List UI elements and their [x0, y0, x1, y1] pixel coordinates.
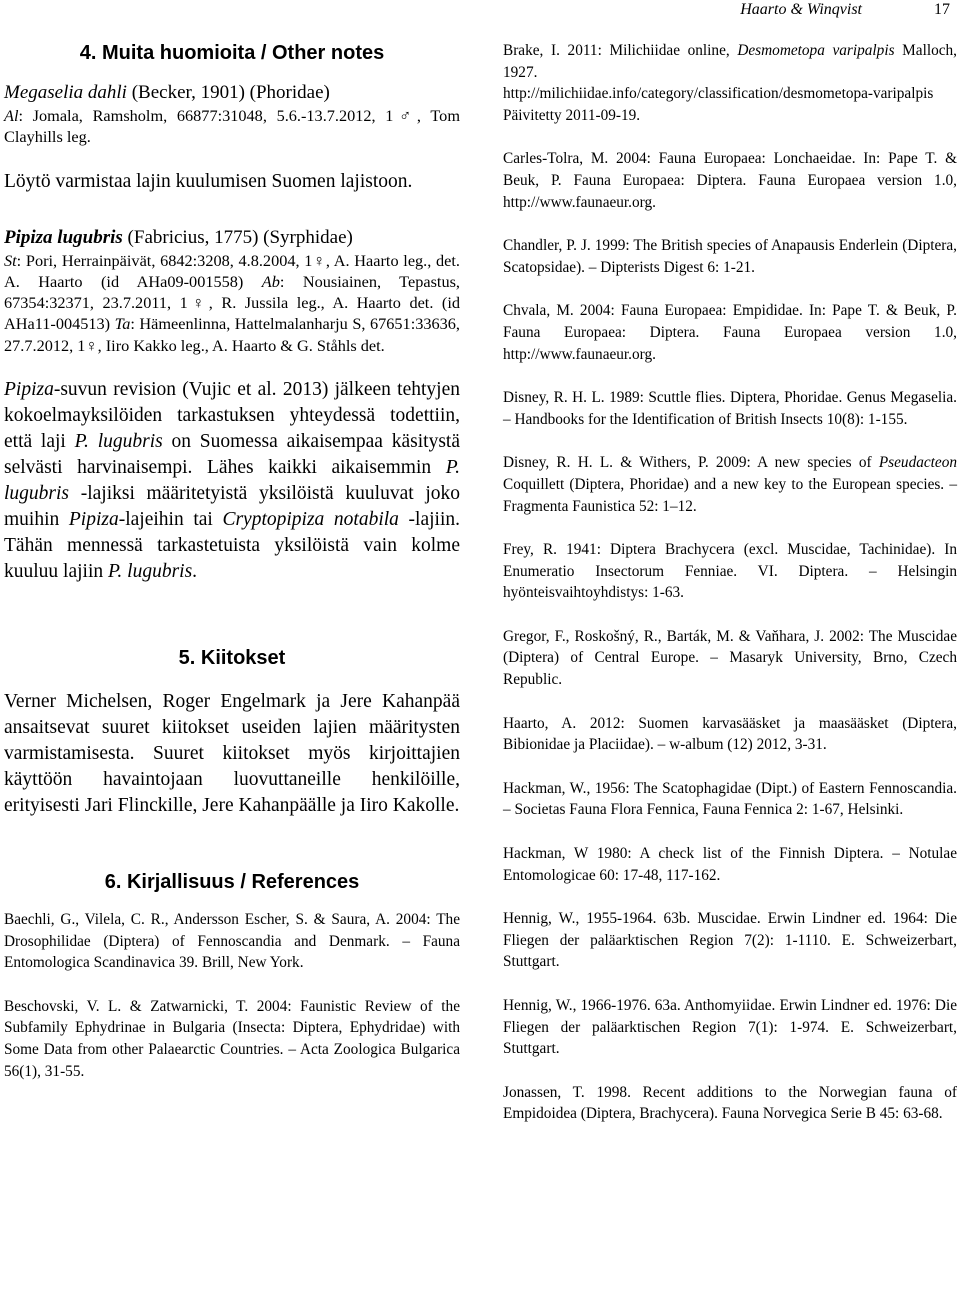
left-column — [4, 40, 460, 1082]
genus-name: Pipiza — [68, 509, 119, 531]
province-code: Ab — [261, 271, 280, 291]
genus-name: Pseudacteon — [878, 454, 957, 472]
pipiza-records — [4, 250, 460, 356]
section-heading-notes: 4. Muita huomioita / Other notes — [79, 42, 385, 64]
page-number: 17 — [934, 1, 950, 18]
text-run: Disney, R. H. L. & Withers, P. 2009: A new species of — [503, 454, 879, 472]
megaselia-record — [4, 105, 460, 148]
reference-entry: Gregor, F., Roskošný, R., Barták, M. & Vaňhara, J. 2002: The Muscidae (Diptera) of Central Europe. – Masaryk University, Brno, Czech Republic. — [503, 627, 957, 689]
reference-entry: Hackman, W 1980: A check list of the Finnish Diptera. – Notulae Entomologicae 60: 17-48, 117-162. — [503, 845, 957, 884]
reference-entry: Haarto, A. 2012: Suomen karvasääsket ja maasääsket (Diptera, Bibionidae ja Placiidae). – w-album (12) 2012, 3-31. — [503, 714, 957, 754]
journal-authors: Haarto & Winqvist — [740, 1, 862, 18]
running-header — [740, 0, 950, 20]
reference-entry: Beschovski, V. L. & Zatwarnicki, T. 2004: Faunistic Review of the Subfamily Ephydrinae in Bulgaria (Insecta: Diptera, Ephydridae) with Some Data from other Palaearctic Countries. – Acta Zoologica Bulgarica 56(1), 31-55. — [4, 997, 460, 1080]
record-text: : Hämeenlinna, Hattelmalanharju S, 67651:33636, 27.7.2012, 1♀, Iiro Kakko leg., A. Haarto & G. Ståhls det. — [4, 314, 460, 355]
text-run: -lajiin. Tähän mennessä tarkastetuista yksilöistä vain kolme kuuluu lajiin — [4, 509, 460, 583]
species-name: P. lugubris — [4, 457, 460, 505]
text-run: Brake, I. 2011: Milichiidae online, — [503, 42, 738, 59]
species-authority: (Becker, 1901) (Phoridae) — [126, 82, 330, 103]
reference-entry — [503, 40, 957, 126]
species-name: Desmometopa varipalpis — [737, 42, 895, 59]
megaselia-comment: Löytö varmistaa lajin kuulumisen Suomen lajistoon. — [4, 170, 413, 192]
text-run: -suvun revision (Vujic et al. 2013) jälkeen tehtyjen kokoelmayksilöiden tarkastuksen yhteydessä todettiin, että laji — [4, 379, 460, 453]
text-run: . — [192, 561, 198, 583]
province-code: Al — [4, 106, 19, 125]
text-run: Coquillett (Diptera, Phoridae) and a new key to the European species. – Fragmenta Faunistica 52: 1–12. — [503, 475, 957, 515]
species-name: Pipiza lugubris — [4, 226, 123, 248]
kiitokset-text: Verner Michelsen, Roger Engelmark ja Jere Kahanpää ansaitsevat suuret kiitokset useiden lajien määritysten varmistamisesta. Suuret kiitokset myös kirjoittajien käyttöön havaintojaan luovuttaneille henkilöille, erityisesti Jari Flinckille, Jere Kahanpäälle ja Iiro Kakolle. — [4, 691, 460, 817]
section-heading-references: 6. Kirjallisuus / References — [104, 871, 360, 894]
province-code: Ta — [114, 314, 131, 334]
species-name: P. lugubris — [74, 431, 163, 453]
genus-name: Pipiza — [4, 379, 54, 401]
reference-entry: Hackman, W., 1956: The Scatophagidae (Dipt.) of Eastern Fennoscandia. – Societas Fauna Flora Fennica, Fauna Fennica 2: 1-67, Helsinki. — [503, 779, 957, 819]
reference-entry — [503, 452, 957, 517]
text-run: -lajeihin tai — [118, 509, 223, 531]
province-code: St — [4, 250, 17, 270]
pipiza-discussion — [4, 377, 460, 585]
reference-entry: Carles-Tolra, M. 2004: Fauna Europaea: Lonchaeidae. In: Pape T. & Beuk, P. Fauna Europaea: Diptera. Fauna Europaea version 1.0, http://www.faunaeur.org. — [503, 150, 957, 211]
record-text: : Jomala, Ramsholm, 66877:31048, 5.6.-13.7.2012, 1♂, Tom Clayhills leg. — [4, 106, 460, 147]
reference-entry: Baechli, G., Vilela, C. R., Andersson Escher, S. & Saura, A. 2004: The Drosophilidae (Diptera) of Fennoscandia and Denmark. – Fauna Entomologica Scandinavica 39. Brill, New York. — [4, 911, 460, 972]
reference-entry: Chvala, M. 2004: Fauna Europaea: Empididae. In: Pape T. & Beuk, P. Fauna Europaea: Diptera. Fauna Europaea version 1.0, http://www.faunaeur.org. — [503, 302, 957, 363]
record-text: : Pori, Herrainpäivät, 6842:3208, 4.8.2004, 1♀, A. Haarto leg., det. A. Haarto (id AHa09-001558) — [4, 250, 460, 291]
reference-entry: Disney, R. H. L. 1989: Scuttle flies. Diptera, Phoridae. Genus Megaselia. – Handbooks for the Identification of British Insects 10(8): 1-155. — [503, 389, 957, 428]
right-column — [503, 40, 957, 1125]
text-run: -lajiksi määritetyistä yksilöistä kuuluvat joko muihin — [4, 483, 460, 531]
megaselia-title — [4, 80, 460, 105]
reference-url: http://milichiidae.info/category/classification/desmometopa-varipalpis — [503, 85, 934, 103]
text-run: on Suomessa aikaisempaa käsitystä selvästi harvinaisempi. Lähes kaikki aikaisemmin — [4, 431, 460, 479]
reference-entry: Frey, R. 1941: Diptera Brachycera (excl. Muscidae, Tachinidae). In Enumeratio Insectorum Fenniae. VI. Diptera. – Helsingin hyönteisvaihtoyhdistys: 1-63. — [503, 541, 957, 602]
text-run: Päivitetty 2011-09-19. — [503, 106, 641, 124]
record-text: : Nousiainen, Tepastus, 67354:32371, 23.7.2011, 1♀, R. Jussila leg., A. Haarto det. (id AHa11-004513) — [4, 271, 460, 334]
section-heading-kiitokset: 5. Kiitokset — [178, 647, 286, 670]
reference-entry: Jonassen, T. 1998. Recent additions to the Norwegian fauna of Empidoidea (Diptera, Brachycera). Fauna Norvegica Serie B 45: 63-68. — [503, 1083, 957, 1123]
species-name: Cryptopipiza notabila — [222, 509, 399, 531]
reference-entry: Chandler, P. J. 1999: The British species of Anapausis Enderlein (Diptera, Scatopsidae). – Dipterists Digest 6: 1-21. — [503, 237, 957, 276]
text-run: Malloch, 1927. — [503, 42, 957, 81]
species-name: Megaselia dahli — [4, 82, 127, 103]
pipiza-title — [4, 225, 460, 250]
reference-entry: Hennig, W., 1966-1976. 63a. Anthomyiidae. Erwin Lindner ed. 1976: Die Fliegen der paläarktischen Region 7(1): 1-974. E. Schweizerbart, Stuttgart. — [503, 997, 957, 1058]
species-name: P. lugubris — [108, 561, 193, 583]
reference-entry: Hennig, W., 1955-1964. 63b. Muscidae. Erwin Lindner ed. 1964: Die Fliegen der paläarktischen Region 7(2): 1-1110. E. Schweizerbart, Stuttgart. — [503, 910, 957, 971]
species-authority: (Fabricius, 1775) (Syrphidae) — [122, 226, 353, 248]
